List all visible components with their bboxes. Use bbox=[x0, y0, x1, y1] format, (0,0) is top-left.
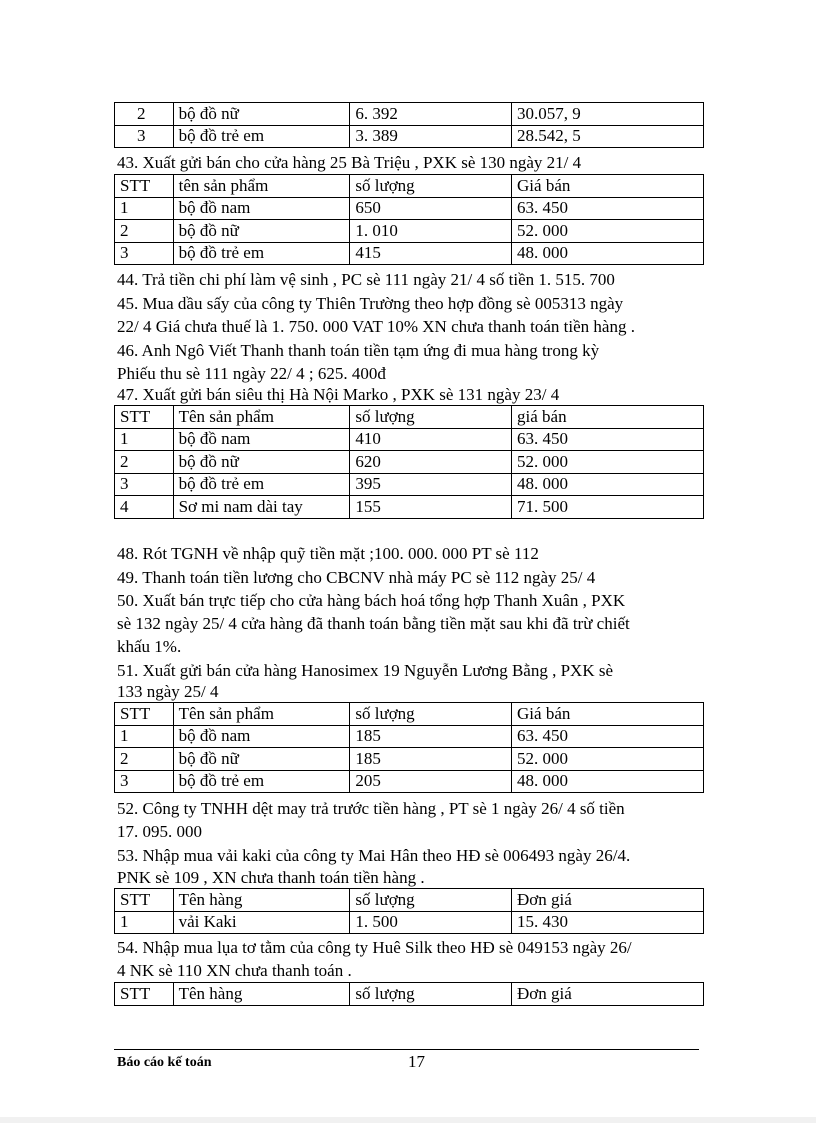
table-47 bbox=[114, 405, 706, 519]
cell: 2 bbox=[115, 748, 174, 771]
footer-title: Báo cáo kế toán bbox=[117, 1055, 212, 1070]
cell: bộ đồ trẻ em bbox=[173, 242, 350, 265]
cell: 63. 450 bbox=[512, 197, 704, 220]
cell: 6. 392 bbox=[350, 103, 512, 126]
item-54-line2: 4 NK sè 110 XN chưa thanh toán . bbox=[117, 961, 352, 980]
header-cell: số lượng bbox=[350, 889, 512, 912]
cell: bộ đồ nam bbox=[173, 428, 350, 451]
item-45-line2: 22/ 4 Giá chưa thuế là 1. 750. 000 VAT 10% XN chưa thanh toán tiền hàng . bbox=[117, 317, 635, 336]
page-number: 17 bbox=[408, 1052, 425, 1071]
header-cell: STT bbox=[115, 175, 174, 198]
cell: 205 bbox=[350, 770, 512, 793]
table-54 bbox=[114, 982, 706, 1006]
cell: 1 bbox=[115, 911, 174, 934]
table-row bbox=[115, 103, 704, 126]
table-header-row bbox=[115, 983, 704, 1006]
cell: bộ đồ nữ bbox=[173, 220, 350, 243]
item-50-line1: 50. Xuất bán trực tiếp cho cửa hàng bách hoá tổng hợp Thanh Xuân , PXK bbox=[117, 591, 626, 610]
item-50-line2: sè 132 ngày 25/ 4 cửa hàng đã thanh toán bằng tiền mặt sau khi đã trừ chiết bbox=[117, 614, 630, 633]
cell: bộ đồ trẻ em bbox=[173, 770, 350, 793]
item-48: 48. Rót TGNH về nhập quỹ tiền mặt ;100. 000. 000 PT sè 112 bbox=[117, 544, 539, 563]
cell: 3. 389 bbox=[350, 125, 512, 148]
page-edge bbox=[0, 1117, 816, 1123]
cell: bộ đồ nam bbox=[173, 197, 350, 220]
header-cell: Tên sản phẩm bbox=[173, 703, 350, 726]
table-row bbox=[115, 473, 704, 496]
cell: 650 bbox=[350, 197, 512, 220]
cell: 48. 000 bbox=[512, 770, 704, 793]
item-46-line1: 46. Anh Ngô Viết Thanh thanh toán tiền tạm ứng đi mua hàng trong kỳ bbox=[117, 341, 600, 360]
item-52-line2: 17. 095. 000 bbox=[117, 822, 202, 841]
table-header-row bbox=[115, 175, 704, 198]
item-46-line2: Phiếu thu sè 111 ngày 22/ 4 ; 625. 400đ bbox=[117, 364, 386, 383]
header-cell: STT bbox=[115, 406, 174, 429]
cell: 1 bbox=[115, 197, 174, 220]
cell: 185 bbox=[350, 725, 512, 748]
header-cell: Giá bán bbox=[512, 175, 704, 198]
cell: 185 bbox=[350, 748, 512, 771]
cell: 48. 000 bbox=[512, 242, 704, 265]
cell: 63. 450 bbox=[512, 725, 704, 748]
header-cell: STT bbox=[115, 889, 174, 912]
cell: 63. 450 bbox=[512, 428, 704, 451]
cell: 1. 500 bbox=[350, 911, 512, 934]
header-cell: Tên hàng bbox=[173, 983, 350, 1006]
table-row bbox=[115, 496, 704, 519]
table-51 bbox=[114, 702, 706, 793]
cell: 15. 430 bbox=[512, 911, 704, 934]
item-51-line1: 51. Xuất gửi bán cửa hàng Hanosimex 19 Nguyễn Lương Bằng , PXK sè bbox=[117, 661, 614, 680]
table-row bbox=[115, 748, 704, 771]
cell: Sơ mi nam dài tay bbox=[173, 496, 350, 519]
cell: 620 bbox=[350, 451, 512, 474]
item-43: 43. Xuất gửi bán cho cửa hàng 25 Bà Triệu , PXK sè 130 ngày 21/ 4 bbox=[117, 153, 582, 172]
cell: 30.057, 9 bbox=[512, 103, 704, 126]
cell: 2 bbox=[115, 220, 174, 243]
cell: 52. 000 bbox=[512, 748, 704, 771]
table-43 bbox=[114, 174, 706, 265]
cell: bộ đồ nam bbox=[173, 725, 350, 748]
header-cell: số lượng bbox=[350, 983, 512, 1006]
table-row bbox=[115, 197, 704, 220]
header-cell: Tên hàng bbox=[173, 889, 350, 912]
header-cell: Giá bán bbox=[512, 703, 704, 726]
cell: 410 bbox=[350, 428, 512, 451]
table-row bbox=[115, 770, 704, 793]
item-53-line1: 53. Nhập mua vải kaki của công ty Mai Hân theo HĐ sè 006493 ngày 26/4. bbox=[117, 846, 631, 865]
table-row bbox=[115, 125, 704, 148]
cell: 415 bbox=[350, 242, 512, 265]
header-cell: STT bbox=[115, 983, 174, 1006]
item-45-line1: 45. Mua dầu sấy của công ty Thiên Trường theo hợp đồng sè 005313 ngày bbox=[117, 294, 624, 313]
cell: bộ đồ nữ bbox=[173, 103, 350, 126]
cell: 71. 500 bbox=[512, 496, 704, 519]
header-cell: số lượng bbox=[350, 175, 512, 198]
table-top bbox=[114, 102, 706, 148]
cell: 1. 010 bbox=[350, 220, 512, 243]
cell: 3 bbox=[115, 242, 174, 265]
table-row bbox=[115, 725, 704, 748]
item-50-line3: khấu 1%. bbox=[117, 637, 182, 656]
table-header-row bbox=[115, 406, 704, 429]
cell: bộ đồ trẻ em bbox=[173, 473, 350, 496]
cell: 1 bbox=[115, 725, 174, 748]
cell: bộ đồ nữ bbox=[173, 451, 350, 474]
header-cell: Đơn giá bbox=[512, 983, 704, 1006]
cell: 3 bbox=[115, 473, 174, 496]
item-49: 49. Thanh toán tiền lương cho CBCNV nhà máy PC sè 112 ngày 25/ 4 bbox=[117, 568, 596, 587]
cell: 52. 000 bbox=[512, 220, 704, 243]
table-header-row bbox=[115, 703, 704, 726]
item-51-line2: 133 ngày 25/ 4 bbox=[117, 682, 219, 701]
cell: 4 bbox=[115, 496, 174, 519]
table-row bbox=[115, 428, 704, 451]
table-row bbox=[115, 911, 704, 934]
header-cell: số lượng bbox=[350, 406, 512, 429]
table-53 bbox=[114, 888, 706, 934]
item-53-line2: PNK sè 109 , XN chưa thanh toán tiền hàng . bbox=[117, 868, 425, 887]
cell: 395 bbox=[350, 473, 512, 496]
cell: 3 bbox=[115, 125, 174, 148]
cell: bộ đồ nữ bbox=[173, 748, 350, 771]
header-cell: STT bbox=[115, 703, 174, 726]
cell: 1 bbox=[115, 428, 174, 451]
cell: 52. 000 bbox=[512, 451, 704, 474]
footer-divider bbox=[114, 1049, 699, 1050]
header-cell: tên sản phẩm bbox=[173, 175, 350, 198]
item-54-line1: 54. Nhập mua lụa tơ tằm của công ty Huê Silk theo HĐ sè 049153 ngày 26/ bbox=[117, 938, 632, 957]
item-47: 47. Xuất gửi bán siêu thị Hà Nội Marko , PXK sè 131 ngày 23/ 4 bbox=[117, 385, 560, 404]
header-cell: giá bán bbox=[512, 406, 704, 429]
table-row bbox=[115, 220, 704, 243]
cell: vải Kaki bbox=[173, 911, 350, 934]
item-44: 44. Trả tiền chi phí làm vệ sinh , PC sè 111 ngày 21/ 4 số tiền 1. 515. 700 bbox=[117, 270, 615, 289]
table-row bbox=[115, 242, 704, 265]
header-cell: Đơn giá bbox=[512, 889, 704, 912]
cell: bộ đồ trẻ em bbox=[173, 125, 350, 148]
header-cell: số lượng bbox=[350, 703, 512, 726]
cell: 155 bbox=[350, 496, 512, 519]
table-header-row bbox=[115, 889, 704, 912]
cell: 2 bbox=[115, 451, 174, 474]
cell: 48. 000 bbox=[512, 473, 704, 496]
cell: 3 bbox=[115, 770, 174, 793]
cell: 2 bbox=[115, 103, 174, 126]
item-52-line1: 52. Công ty TNHH dệt may trả trước tiền hàng , PT sè 1 ngày 26/ 4 số tiền bbox=[117, 799, 625, 818]
header-cell: Tên sản phẩm bbox=[173, 406, 350, 429]
table-row bbox=[115, 451, 704, 474]
cell: 28.542, 5 bbox=[512, 125, 704, 148]
